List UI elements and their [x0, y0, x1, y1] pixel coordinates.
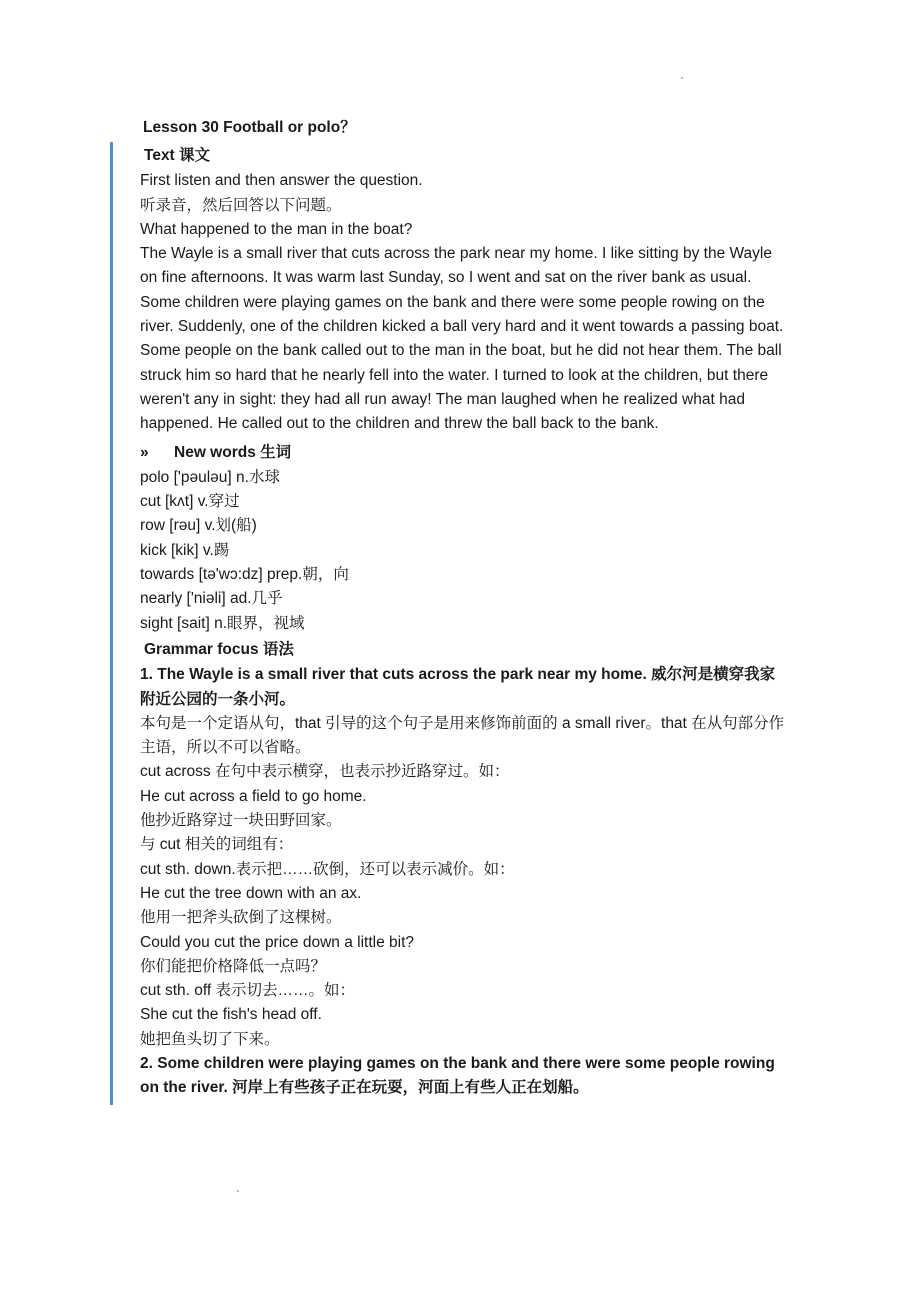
grammar-line: cut across 在句中表示横穿，也表示抄近路穿过。如： [140, 763, 510, 781]
grammar-line: Could you cut the price down a little bit? [140, 933, 414, 951]
word-item: polo ['pəuləu] n.水球 [140, 468, 280, 486]
scan-dot [681, 77, 683, 79]
grammar-point-1-explanation: 本句是一个定语从句，that 引导的这个句子是用来修饰前面的 a small river。that 在从句部分作主语，所以不可以省略。 [140, 714, 785, 757]
grammar-line: cut sth. off 表示切去……。如： [140, 982, 356, 1000]
grammar-point-1-title: 1. The Wayle is a small river that cuts across the park near my home. 威尔河是横穿我家附近公园的一条小河。 [140, 666, 776, 708]
grammar-line: 她把鱼头切了下来。 [140, 1030, 280, 1048]
grammar-point-2-title: 2. Some children were playing games on the bank and there were some people rowing on the river. 河岸上有些孩子正在玩耍，河面上有些人正在划船。 [140, 1054, 775, 1097]
lesson-content [110, 142, 830, 1105]
question: What happened to the man in the boat? [140, 220, 413, 238]
new-words-heading-text: New words 生词 [174, 443, 292, 461]
scan-dot [237, 1190, 239, 1192]
word-item: towards [tə'wɔ:dz] prep.朝，向 [140, 566, 349, 584]
grammar-line: 他用一把斧头砍倒了这棵树。 [140, 909, 342, 927]
text-heading: Text 课文 [144, 147, 211, 164]
lesson-title: Lesson 30 Football or polo？ [143, 119, 356, 136]
word-item: nearly ['niəli] ad.几乎 [140, 590, 283, 608]
grammar-line: cut sth. down.表示把……砍倒，还可以表示减价。如： [140, 860, 515, 878]
passage: The Wayle is a small river that cuts across the park near my home. I like sitting by the Wayle on fine afternoons. It was warm last Sunday, so I went and sat on the river bank as usual. Some children were playing games on the bank and there were some people rowing on the river. Suddenly, one of the children kicked a ball very hard and it went towards a passing boat. Some people on the bank called out to the man in the boat, but he did not hear them. The ball struck him so hard that he nearly fell into the water. I turned to look at the children, but there weren't any in sight: they had all run away! The man laughed when he realized what had happened. He called out to the children and threw the ball back to the bank. [140, 245, 784, 433]
word-item: kick [kik] v.踢 [140, 541, 230, 559]
double-chevron-right-icon: » [140, 443, 146, 461]
grammar-line: 与 cut 相关的词组有： [140, 836, 294, 854]
grammar-line: 他抄近路穿过一块田野回家。 [140, 812, 342, 830]
grammar-line: He cut the tree down with an ax. [140, 884, 362, 902]
word-item: cut [kʌt] v.穿过 [140, 493, 240, 511]
instruction-en: First listen and then answer the question. [140, 172, 423, 190]
word-item: sight [sait] n.眼界，视域 [140, 614, 305, 632]
instruction-zh: 听录音，然后回答以下问题。 [140, 196, 342, 214]
grammar-line: She cut the fish's head off. [140, 1006, 322, 1024]
new-words-heading [140, 441, 830, 465]
grammar-line: 你们能把价格降低一点吗？ [140, 957, 327, 975]
grammar-line: He cut across a field to go home. [140, 787, 367, 805]
grammar-heading: Grammar focus 语法 [144, 640, 294, 658]
word-item: row [rəu] v.划(船) [140, 517, 257, 535]
